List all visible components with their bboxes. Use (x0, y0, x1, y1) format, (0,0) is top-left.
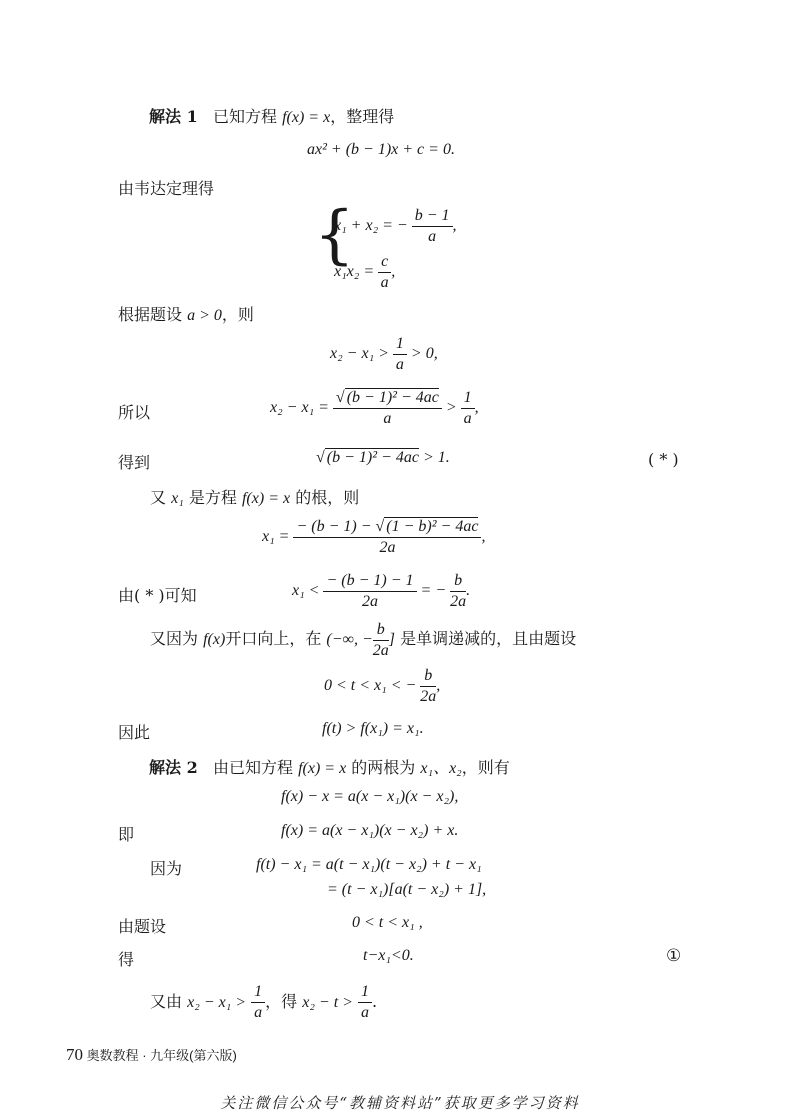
watermark-text: 关注微信公众号“教辅资料站”获取更多学习资料 (220, 1094, 580, 1112)
ineq3-tail: > 1. (422, 449, 450, 466)
sol2-get-label: 得 (118, 950, 135, 969)
solution-2-heading: 解法 2 (149, 758, 198, 777)
page-number: 70 (66, 1045, 83, 1064)
circle-one-tag: ① (666, 946, 682, 966)
last-text-1: 又由 (150, 992, 183, 1011)
from-star-denominator-2: 2a (450, 593, 467, 610)
x1-fraction (293, 517, 481, 558)
root-text-1: 又 (150, 488, 167, 507)
last-denominator-1: a (254, 1004, 263, 1021)
because-label: 因为 (150, 859, 183, 878)
root-eq-2: f(x) = x (241, 490, 291, 507)
vieta-sum-lhs: x₁ + x₂ = − (334, 217, 408, 235)
last-tail: . (372, 992, 378, 1011)
chain-fraction (420, 666, 436, 707)
sol2-eq-3-line-2: = (t − x₁)[a(t − x₂) + 1], (327, 881, 487, 898)
vieta-sum (334, 206, 457, 247)
intro-tail: ，整理得 (330, 107, 395, 126)
chain-lhs: 0 < t < x₁ < − (324, 677, 417, 695)
last-line (150, 982, 377, 1023)
mono-interval-numerator: b (373, 620, 389, 641)
x1-numerator-pre: − (b − 1) − (296, 518, 372, 535)
mono-interval-pre: (−∞, − (326, 631, 373, 649)
from-star-inequality (292, 571, 470, 612)
sol2-eq-2: f(x) = a(x − x₁)(x − x₂) + x. (281, 822, 459, 839)
solution-2-intro (149, 755, 510, 778)
last-numerator-1: 1 (251, 982, 265, 1003)
quadratic-equation: ax² + (b − 1)x + c = 0. (307, 141, 455, 158)
mono-eq-1: f(x) (203, 631, 226, 649)
ie-label: 即 (118, 825, 135, 844)
chain-inequality (324, 666, 440, 707)
root-text-3: 的根，则 (295, 488, 360, 507)
from-star-denominator: 2a (361, 593, 378, 610)
from-star-numerator-2: b (450, 571, 466, 592)
inequality-3: √ (b − 1)² − 4ac > 1. (316, 449, 450, 466)
sol2-intro-text-2: 的两根为 (351, 758, 416, 777)
solution-1-heading: 解法 1 (149, 107, 198, 126)
mono-text-3: 是单调递减的，且由题设 (400, 629, 577, 649)
book-title: 奥数教程 · 九年级(第六版) (86, 1048, 237, 1063)
last-text-2: ，得 (265, 992, 298, 1011)
ineq2-tail: , (474, 399, 479, 417)
sol2-intro-eq-1: f(x) = x (298, 760, 347, 777)
ineq1-numerator: 1 (393, 334, 407, 355)
sol2-eq-3-line-1: f(t) − x₁ = a(t − x₁)(t − x₂) + t − x₁ (256, 856, 482, 873)
ineq1-tail: > 0, (410, 345, 438, 363)
last-fraction-2 (358, 982, 372, 1023)
vieta-sum-tail: , (452, 217, 457, 235)
x1-lhs: x₁ = (262, 528, 290, 546)
from-star-label: 由( * )可知 (118, 586, 197, 605)
vieta-product-tail: , (391, 263, 396, 281)
vieta-product-fraction (378, 252, 391, 293)
chain-numerator: b (420, 666, 436, 687)
given-tail: ，则 (221, 305, 254, 324)
chain-denominator: 2a (420, 688, 437, 705)
x1-denominator: 2a (379, 539, 396, 556)
mono-text-2: 开口向上，在 (225, 629, 322, 649)
sol2-intro-eq-2: x₁、x₂ (420, 760, 462, 777)
vieta-sum-denominator: a (428, 228, 437, 245)
vieta-sum-numerator: b − 1 (412, 206, 453, 227)
root-eq-1: x₁ (171, 490, 184, 507)
ineq1-fraction (393, 334, 407, 375)
ineq2-denominator-2: a (463, 410, 472, 427)
mono-interval (326, 621, 395, 659)
vieta-product-denominator: a (380, 274, 389, 291)
vieta-sum-fraction (412, 206, 453, 247)
given-equation: a > 0 (187, 307, 222, 324)
ineq2-numerator-2: 1 (461, 388, 475, 409)
from-star-fraction-2 (450, 571, 466, 612)
last-eq-1: x₂ − x₁ > (187, 994, 247, 1011)
star-tag: ( * ) (648, 450, 679, 469)
x1-numerator: − (b − 1) − √ (1 − b)² − 4ac (293, 517, 481, 538)
last-eq-2: x₂ − t > (302, 994, 353, 1011)
root-line (150, 485, 359, 508)
sol2-intro-tail: ，则有 (461, 758, 510, 777)
ineq2-denominator: a (383, 410, 392, 427)
so-label: 所以 (118, 403, 151, 422)
sol2-intro-text: 由已知方程 (212, 758, 293, 777)
root-text-2: 是方程 (188, 488, 237, 507)
inequality-1 (330, 334, 438, 375)
ineq1-lhs: x₂ − x₁ > (330, 345, 389, 363)
monotonic-line (150, 620, 576, 661)
left-brace: { (314, 198, 355, 272)
given-text: 根据题设 (118, 305, 183, 324)
vieta-label: 由韦达定理得 (118, 179, 215, 198)
solution-1-intro (149, 104, 394, 127)
x1-formula (262, 517, 485, 558)
given-line (118, 302, 254, 325)
sol2-eq-1: f(x) − x = a(x − x₁)(x − x₂), (281, 788, 459, 805)
mono-interval-close: ] (388, 631, 395, 649)
sol2-given-equation: 0 < t < x₁ , (352, 914, 423, 931)
mono-interval-denominator: 2a (372, 642, 389, 659)
ineq1-denominator: a (395, 356, 404, 373)
ineq2-mid: > (445, 399, 457, 417)
sol2-get-equation: t−x₁<0. (363, 947, 414, 964)
vieta-product-numerator: c (378, 252, 391, 273)
from-star-tail: . (466, 582, 471, 600)
x1-tail: , (481, 528, 486, 546)
from-star-mid: = − (420, 582, 447, 600)
ineq2-lhs: x₂ − x₁ = (270, 399, 329, 417)
from-star-fraction (323, 571, 416, 612)
ineq2-fraction (333, 388, 442, 429)
hence-equation: f(t) > f(x₁) = x₁. (322, 720, 424, 737)
sol2-given-label: 由题设 (118, 917, 167, 936)
ineq2-radicand: (b − 1)² − 4ac (346, 389, 439, 406)
last-fraction-1 (251, 982, 265, 1023)
last-denominator-2: a (361, 1004, 370, 1021)
vieta-product-lhs: x₁x₂ = (334, 263, 375, 281)
page-footer (66, 1045, 237, 1065)
get-label: 得到 (118, 453, 151, 472)
chain-tail: , (436, 677, 441, 695)
ineq3-radicand: (b − 1)² − 4ac (326, 449, 419, 466)
inequality-2 (270, 388, 479, 429)
ineq2-numerator: √ (b − 1)² − 4ac (333, 388, 442, 409)
mono-interval-fraction (373, 620, 389, 661)
vieta-product (334, 252, 395, 293)
last-numerator-2: 1 (358, 982, 372, 1003)
mono-text-1: 又因为 (150, 629, 199, 649)
x1-radicand: (1 − b)² − 4ac (386, 518, 479, 535)
from-star-numerator: − (b − 1) − 1 (323, 571, 416, 592)
hence-label: 因此 (118, 723, 151, 742)
intro-equation: f(x) = x (282, 109, 331, 126)
ineq2-fraction-2 (461, 388, 475, 429)
intro-text: 已知方程 (212, 107, 277, 126)
from-star-lhs: x₁ < (292, 582, 320, 600)
